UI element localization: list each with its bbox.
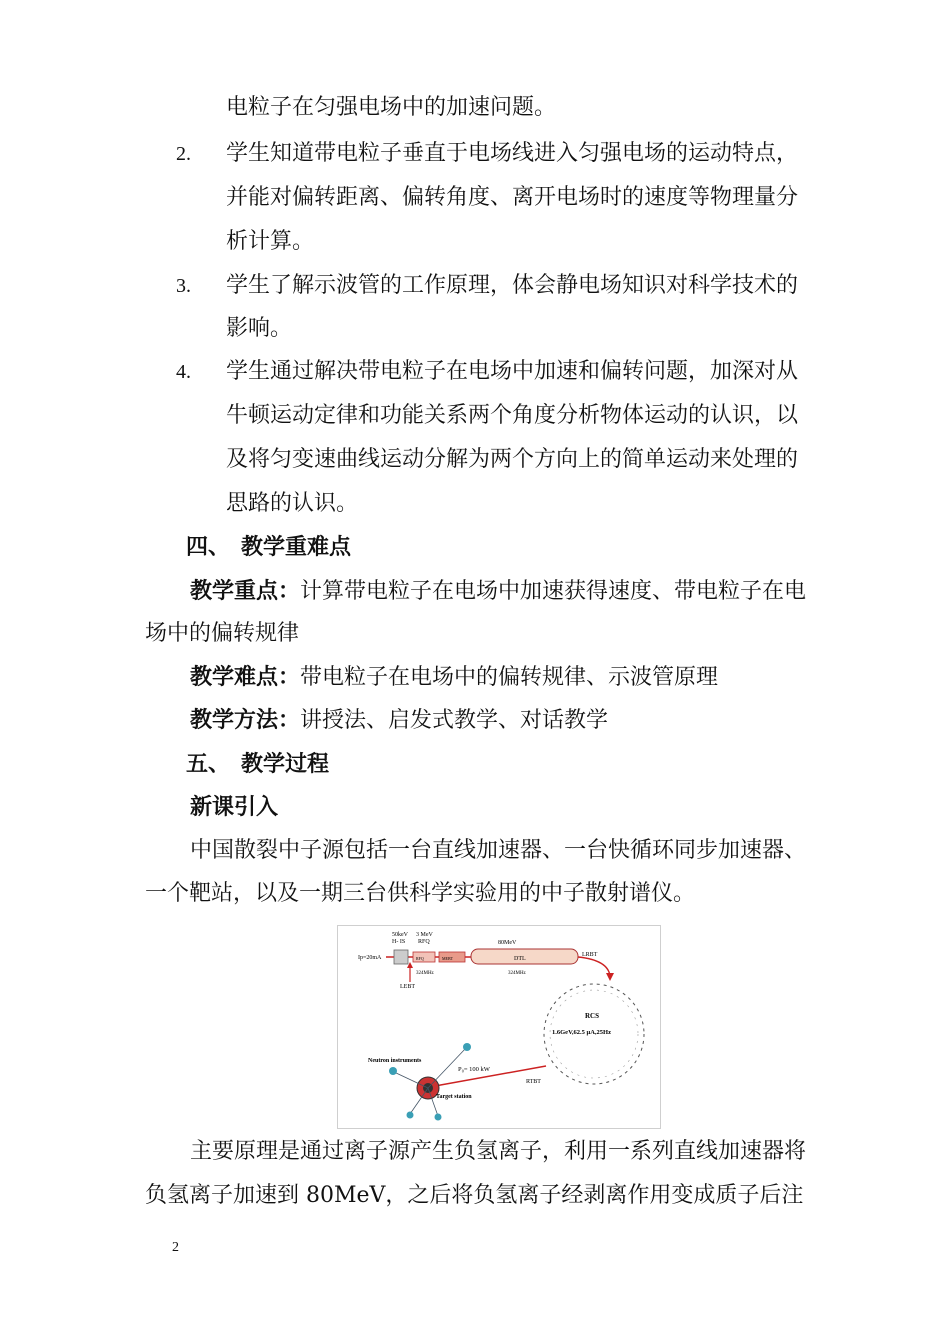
objective-3-line-2: 影响。 [226, 316, 293, 341]
key-point-text: 计算带电粒子在电场中加速获得速度、带电粒子在电 [300, 579, 807, 604]
objective-2-line-2: 并能对偏转距离、偏转角度、离开电场时的速度等物理量分 [226, 185, 799, 210]
key-point-line-2: 场中的偏转规律 [145, 621, 300, 646]
label-target-station: Target station [436, 1094, 472, 1100]
label-source-energy: 50keV [392, 932, 408, 938]
label-rcs-params: 1.6GeV,62.5 μA,25Hz [552, 1029, 611, 1036]
principle-para-line-1: 主要原理是通过离子源产生负氢离子，利用一系列直线加速器将 [190, 1139, 807, 1164]
objective-4-line-1: 学生通过解决带电粒子在电场中加速和偏转问题，加深对从 [226, 359, 799, 384]
label-neutron-instruments: Neutron instruments [368, 1058, 422, 1064]
intro-para-line-2: 一个靶站，以及一期三台供科学实验用的中子散射谱仪。 [145, 881, 696, 906]
objective-2-line-1: 学生知道带电粒子垂直于电场线进入匀强电场的运动特点， [226, 141, 799, 166]
label-dtl: DTL [514, 956, 526, 962]
page-number: 2 [172, 1240, 179, 1255]
label-freq-1: 324MHz [416, 971, 434, 976]
label-power: P₀= 100 kW [458, 1066, 490, 1073]
method-line [190, 705, 608, 736]
label-rcs: RCS [585, 1012, 600, 1020]
objective-2-number: 2. [176, 143, 191, 165]
objective-4-number: 4. [176, 361, 191, 383]
method-label: 教学方法： [190, 707, 301, 733]
label-dtl-energy: 80MeV [498, 940, 517, 946]
key-point-line-1 [190, 576, 806, 607]
principle-para-line-2: 负氢离子加速到 80MeV，之后将负氢离子经剥离作用变成质子后注 [145, 1183, 804, 1208]
difficulty-label: 教学难点： [190, 664, 301, 690]
objective-4-line-4: 思路的认识。 [226, 491, 359, 516]
accelerator-diagram-svg [338, 926, 660, 1128]
label-source: H- IS [392, 939, 406, 945]
label-lrbt: LRBT [582, 952, 598, 958]
label-freq-2: 324MHz [508, 971, 526, 976]
objective-3-number: 3. [176, 275, 191, 297]
lrbt-arrowhead [606, 973, 614, 981]
label-rfq: RFQ [418, 939, 430, 945]
difficulty-line [190, 662, 718, 693]
ion-source-box [394, 950, 408, 964]
difficulty-text: 带电粒子在电场中的偏转规律、示波管原理 [300, 665, 719, 690]
objective-3-line-1: 学生了解示波管的工作原理，体会静电场知识对科学技术的 [226, 273, 799, 298]
label-rtbt: RTBT [526, 1079, 541, 1085]
accelerator-diagram [337, 925, 661, 1129]
label-rfq-box: RFQ [416, 956, 424, 961]
instrument-3 [407, 1112, 414, 1119]
instrument-4 [435, 1114, 442, 1121]
objective-2-line-3: 析计算。 [226, 229, 315, 254]
section-4-heading: 四、 教学重难点 [186, 534, 352, 560]
objective-1-tail: 电粒子在匀强电场中的加速问题。 [226, 95, 557, 120]
method-text: 讲授法、启发式教学、对话教学 [300, 708, 609, 733]
label-rfq-energy: 3 MeV [416, 932, 433, 938]
lrbt-curve [578, 957, 610, 976]
section-5-subheading: 新课引入 [190, 794, 279, 820]
label-ip: Ip=20mA [358, 955, 382, 961]
intro-para-line-1: 中国散裂中子源包括一台直线加速器、一台快循环同步加速器、 [190, 838, 807, 863]
instrument-1 [389, 1067, 397, 1075]
objective-4-line-3: 及将匀变速曲线运动分解为两个方向上的简单运动来处理的 [226, 447, 799, 472]
label-mebt: MEBT [442, 956, 454, 961]
instrument-2 [463, 1043, 471, 1051]
objective-4-line-2: 牛顿运动定律和功能关系两个角度分析物体运动的认识，以 [226, 403, 799, 428]
key-point-label: 教学重点： [190, 578, 301, 604]
section-5-heading: 五、 教学过程 [186, 751, 330, 777]
label-lebt: LEBT [400, 984, 415, 990]
